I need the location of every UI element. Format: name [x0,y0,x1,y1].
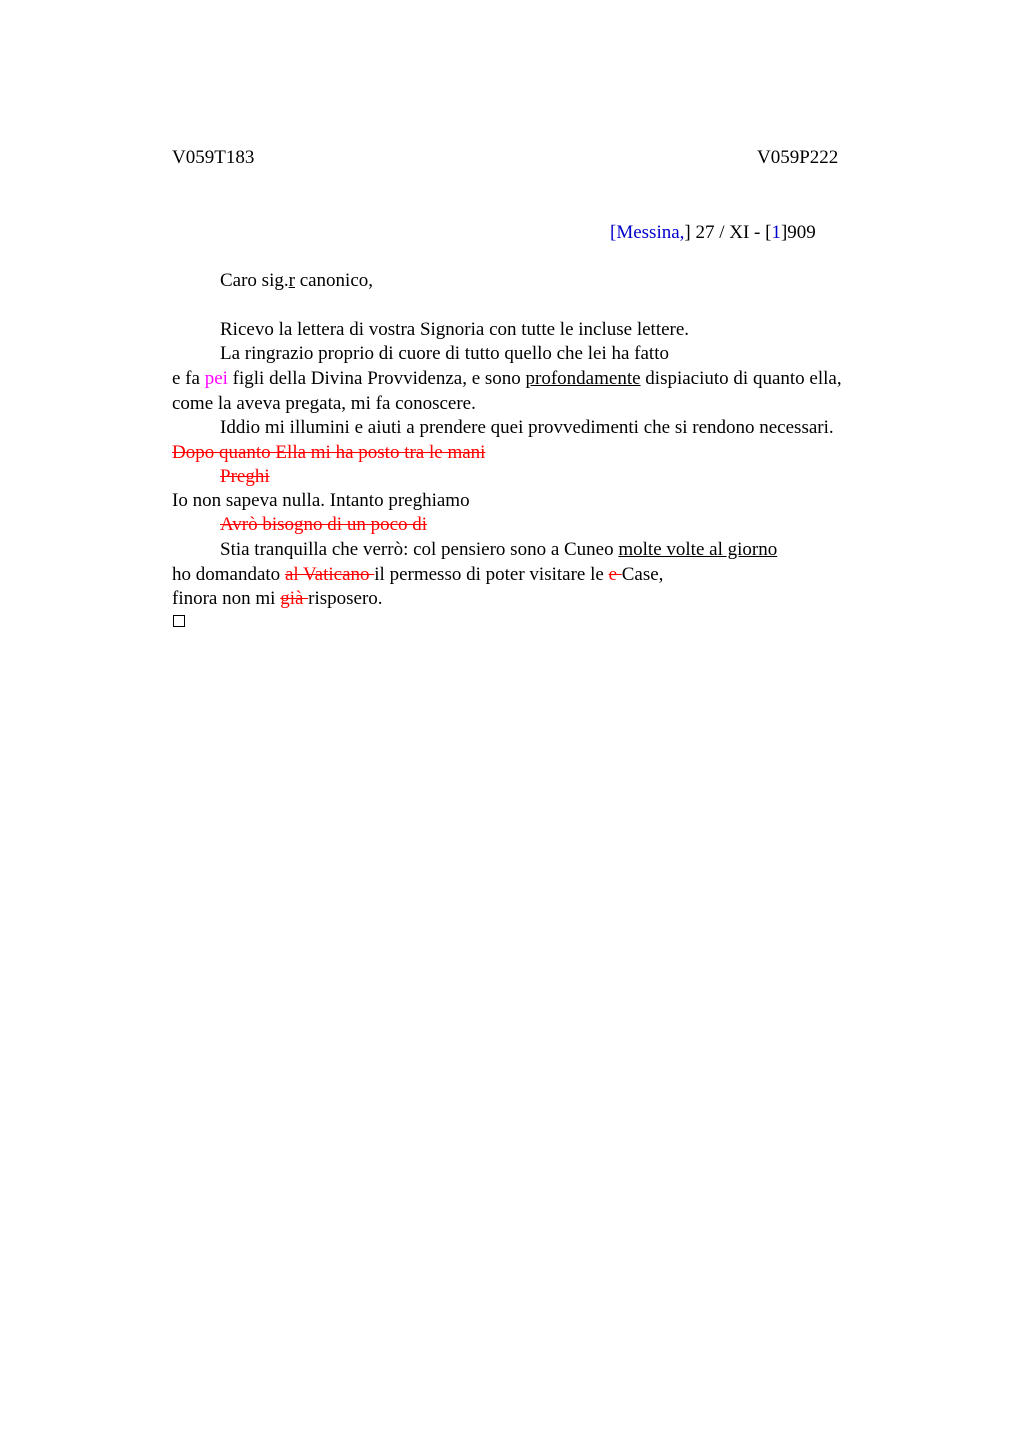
dateline [610,221,816,245]
salutation-text: Caro sig. [220,270,289,291]
deleted-word: al Vaticano [284,564,375,585]
body-line-11 [172,587,383,611]
body-text: Case, [621,564,664,585]
body-text: Stia tranquilla che verrò: col pensiero sono a Cuneo [220,539,619,560]
deleted-word: e [608,564,622,585]
dateline-bracket-open: [ [610,222,617,243]
dateline-date: 27 / XI - [690,222,766,243]
body-line-10 [172,563,663,587]
correction-pei: pei [204,368,228,389]
dateline-year-bracket-close: ] [780,222,788,243]
body-text: risposero. [308,588,383,609]
body-line-4: come la aveva pregata, mi fa conoscere. [172,393,476,414]
deleted-line-2: Preghi [220,466,270,487]
body-line-3 [172,367,842,391]
body-line-2: La ringrazio proprio di cuore di tutto quello che lei ha fatto [220,343,669,364]
dateline-year-bracket-open: [ [765,222,772,243]
underlined-phrase: molte volte al giorno [618,539,778,560]
body-text: ho domandato [172,564,285,585]
dateline-year-rest: 909 [787,222,816,243]
dateline-bracket-close: ] [684,222,691,243]
end-marker-box-icon [173,615,185,627]
document-code-left: V059T183 [172,147,255,168]
salutation-superscript: r [288,270,295,291]
dateline-place: Messina, [616,222,685,243]
deleted-word: già [280,588,309,609]
salutation [220,269,373,293]
document-code-right: V059P222 [757,147,839,168]
body-text: il permesso di poter visitare le [374,564,609,585]
body-line-1: Ricevo la lettera di vostra Signoria con tutte le incluse lettere. [220,319,690,340]
body-text: e fa [172,368,205,389]
body-line-9 [220,538,777,562]
body-line-5: Iddio mi illumini e aiuti a prendere quei provvedimenti che si rendono necessari. [220,417,834,438]
body-text: finora non mi [172,588,281,609]
underlined-word: profondamente [525,368,641,389]
deleted-line-1: Dopo quanto Ella mi ha posto tra le mani [172,442,486,463]
deleted-line-3: Avrò bisogno di un poco di [220,514,428,535]
body-text: figli della Divina Provvidenza, e sono [227,368,526,389]
body-line-7: Io non sapeva nulla. Intanto preghiamo [172,490,470,511]
dateline-year-digit: 1 [771,222,781,243]
salutation-rest: canonico, [294,270,374,291]
body-text: dispiaciuto di quanto ella, [640,368,842,389]
